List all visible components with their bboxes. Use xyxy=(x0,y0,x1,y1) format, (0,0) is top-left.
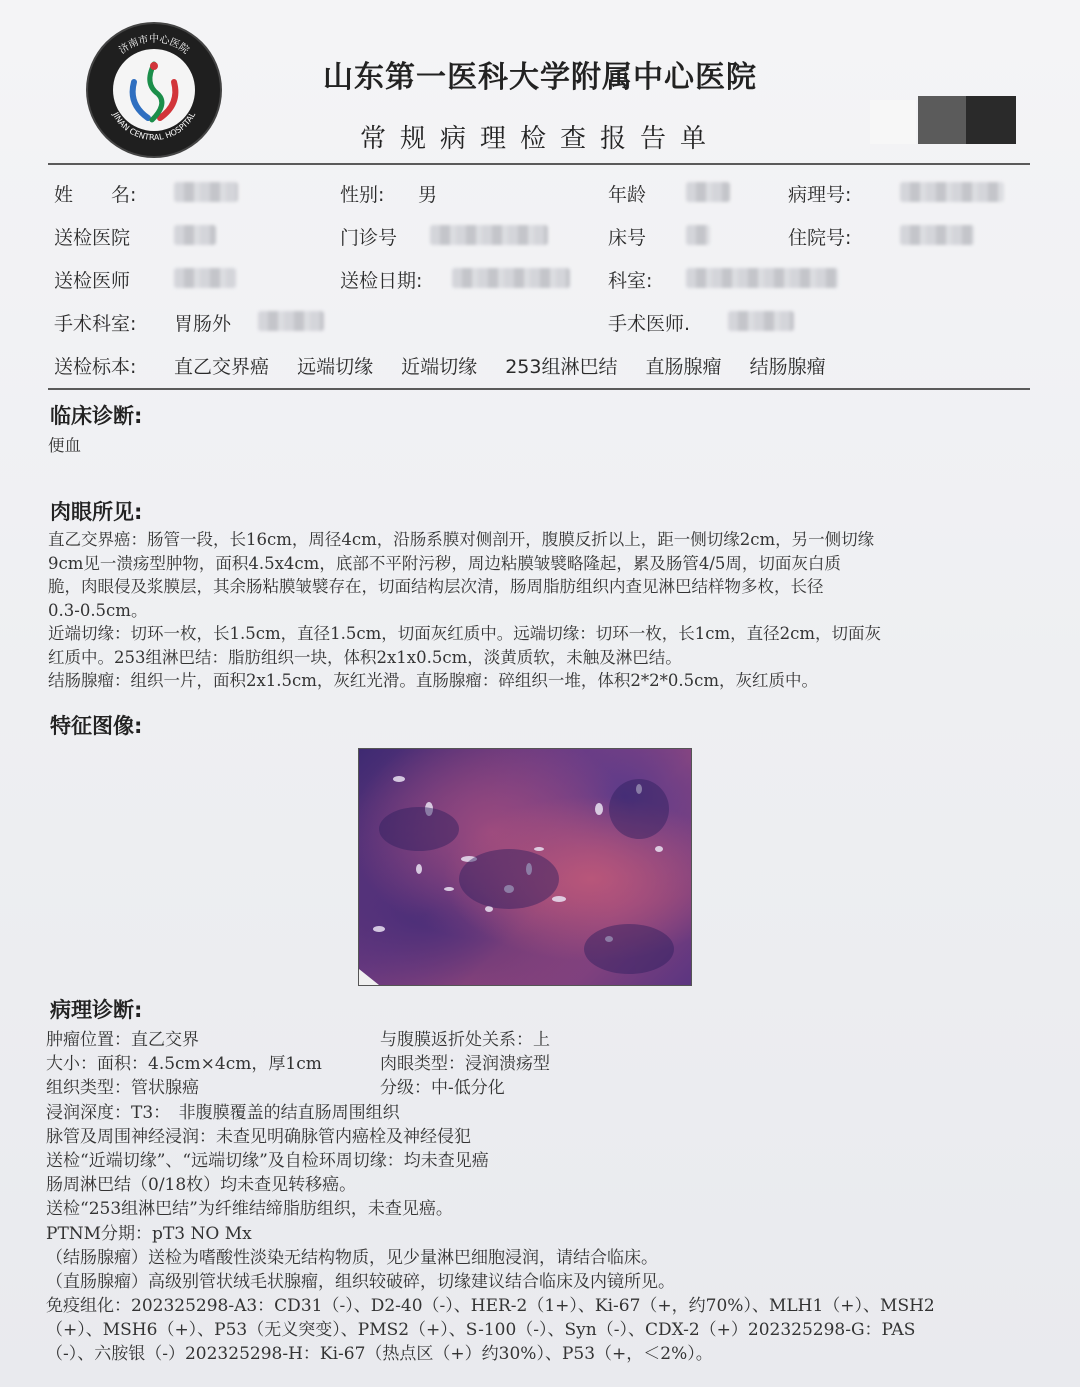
gross-findings-text xyxy=(48,528,1038,693)
diagnosis-row xyxy=(46,1052,1046,1076)
gross-line: 9cm见一溃疡型肿物，面积4.5x4cm，底部不平附污秽，周边粘膜皱襞略隆起，累及肠管4/5周，切面灰白质 xyxy=(48,553,841,573)
diagnosis-line: PTNM分期：pT3 NO Mx xyxy=(46,1223,252,1244)
immunohistochemistry-line: （+）、MSH6（+）、P53（无义突变）、PMS2（+）、S-100（-）、Syn（-）、CDX-2（+）202325298-G：PAS xyxy=(46,1320,916,1341)
redacted-doctor xyxy=(174,268,236,288)
gross-line: 0.3-0.5cm。 xyxy=(48,600,148,620)
gross-line: 结肠腺瘤：组织一片，面积2x1.5cm，灰红光滑。直肠腺瘤：碎组织一堆，体积2*2*0.5cm，灰红质中。 xyxy=(48,671,819,690)
redacted-surgeon xyxy=(728,311,794,331)
redacted-surgery-dept xyxy=(258,311,324,331)
peritoneal-relation: 与腹膜返折处关系：上 xyxy=(380,1030,550,1050)
name-label: 姓 名: xyxy=(54,184,137,206)
department-label: 科室: xyxy=(608,270,653,292)
diagnosis-line: 送检“近端切缘”、“远端切缘”及自检环周切缘：均未查见癌 xyxy=(46,1150,489,1171)
redacted-hospital xyxy=(174,225,216,245)
feature-image-title: 特征图像: xyxy=(50,714,143,738)
histology-image xyxy=(358,748,692,986)
hospital-label: 送检医院 xyxy=(54,227,131,249)
diagnosis-line: （结肠腺瘤）送检为嗜酸性淡染无结构物质，见少量淋巴细胞浸润，请结合临床。 xyxy=(46,1247,658,1268)
gross-type: 肉眼类型：浸润溃疡型 xyxy=(380,1054,550,1075)
diagnosis-line: 浸润深度：T3： 非腹膜覆盖的结直肠周围组织 xyxy=(46,1102,400,1123)
gross-line: 红质中。253组淋巴结：脂肪组织一块，体积2x1x0.5cm，淡黄质软，未触及淋巴结。 xyxy=(48,647,682,667)
gross-line: 近端切缘：切环一枚，长1.5cm，直径1.5cm，切面灰红质中。远端切缘：切环一枚，长1cm，直径2cm，切面灰 xyxy=(48,624,882,643)
logo-ring-text-top: 济南市中心医院 xyxy=(117,34,191,57)
diagnosis-line: （直肠腺瘤）高级别管状绒毛状腺瘤，组织较破碎，切缘建议结合临床及内镜所见。 xyxy=(46,1271,675,1292)
tumor-grade: 分级：中-低分化 xyxy=(380,1078,505,1099)
specimen-item: 近端切缘 xyxy=(401,356,478,378)
specimen-item: 253组淋巴结 xyxy=(505,356,618,378)
redacted-age xyxy=(686,182,730,202)
specimen-label: 送检标本: xyxy=(54,356,137,378)
sex-label: 性别: xyxy=(340,184,385,206)
specimen-list xyxy=(174,352,848,379)
clinical-diagnosis-text xyxy=(48,434,1038,458)
immunohistochemistry-line: 免疫组化：202325298-A3：CD31（-）、D2-40（-）、HER-2（1+）、Ki-67（+，约70%）、MLH1（+）、MSH2 xyxy=(46,1296,935,1317)
specimen-item: 结肠腺瘤 xyxy=(749,356,826,378)
redacted-barcode xyxy=(870,96,1016,144)
tumor-size: 大小：面积：4.5cm×4cm，厚1cm xyxy=(46,1054,322,1075)
gross-line: 直乙交界癌：肠管一段，长16cm，周径4cm，沿肠系膜对侧剖开，腹膜反折以上，距一侧切缘2cm，另一侧切缘 xyxy=(48,530,875,549)
clinical-diagnosis-line: 便血 xyxy=(48,436,81,455)
redacted-inpatient xyxy=(900,225,974,245)
specimen-item: 直肠腺瘤 xyxy=(645,356,722,378)
outpatient-label: 门诊号 xyxy=(340,227,398,249)
redacted-outpatient xyxy=(430,225,548,245)
logo-ring-text-bottom: JINAN CENTRAL HOSPITAL xyxy=(110,110,198,143)
pathology-diagnosis-text xyxy=(46,1028,1046,1367)
logo-emblem-icon xyxy=(88,24,220,156)
immunohistochemistry-line: （-）、六胺银（-）202325298-H：Ki-67（热点区（+）约30%）、P53（+，＜2%）。 xyxy=(46,1344,713,1365)
diagnosis-line: 肠周淋巴结（0/18枚）均未查见转移癌。 xyxy=(46,1175,357,1196)
diagnosis-line: 脉管及周围神经浸润：未查见明确脉管内癌栓及神经侵犯 xyxy=(46,1126,471,1147)
date-label: 送检日期: xyxy=(340,270,423,292)
redacted-bed xyxy=(686,225,710,245)
hospital-logo xyxy=(88,24,220,156)
diagnosis-line: 送检“253组淋巴结”为纤维结缔脂肪组织，未查见癌。 xyxy=(46,1199,453,1220)
age-label: 年龄 xyxy=(608,184,647,206)
redacted-date xyxy=(452,268,570,288)
pathology-diagnosis-title: 病理诊断: xyxy=(50,998,143,1022)
histologic-type: 组织类型：管状腺癌 xyxy=(46,1078,199,1099)
tumor-location: 肿瘤位置：直乙交界 xyxy=(46,1030,199,1050)
inpatient-label: 住院号: xyxy=(788,227,852,249)
surgery-dept-value: 胃肠外 xyxy=(174,313,232,335)
specimen-item: 远端切缘 xyxy=(297,356,374,378)
redacted-pathology-number xyxy=(900,182,1004,202)
info-divider xyxy=(48,388,1030,390)
diagnosis-row xyxy=(46,1076,1046,1100)
report-title: 常规病理检查报告单 xyxy=(359,124,720,154)
surgery-dept-label: 手术科室: xyxy=(54,313,137,335)
bed-label: 床号 xyxy=(608,227,647,249)
sex-value: 男 xyxy=(418,184,438,206)
pathology-number-label: 病理号: xyxy=(788,184,852,206)
gross-findings-title: 肉眼所见: xyxy=(50,500,143,524)
doctor-label: 送检医师 xyxy=(54,270,131,292)
redacted-name xyxy=(174,182,238,202)
gross-line: 脆，肉眼侵及浆膜层，其余肠粘膜皱襞存在，切面结构层次清，肠周脂肪组织内查见淋巴结样物多枚，长径 xyxy=(48,577,824,596)
hospital-name: 山东第一医科大学附属中心医院 xyxy=(323,60,757,95)
diagnosis-row xyxy=(46,1028,1046,1052)
clinical-diagnosis-title: 临床诊断: xyxy=(50,404,143,428)
specimen-item: 直乙交界癌 xyxy=(174,356,270,378)
redacted-department xyxy=(686,268,838,288)
surgeon-label: 手术医师. xyxy=(608,313,691,335)
header-divider xyxy=(48,163,1030,165)
